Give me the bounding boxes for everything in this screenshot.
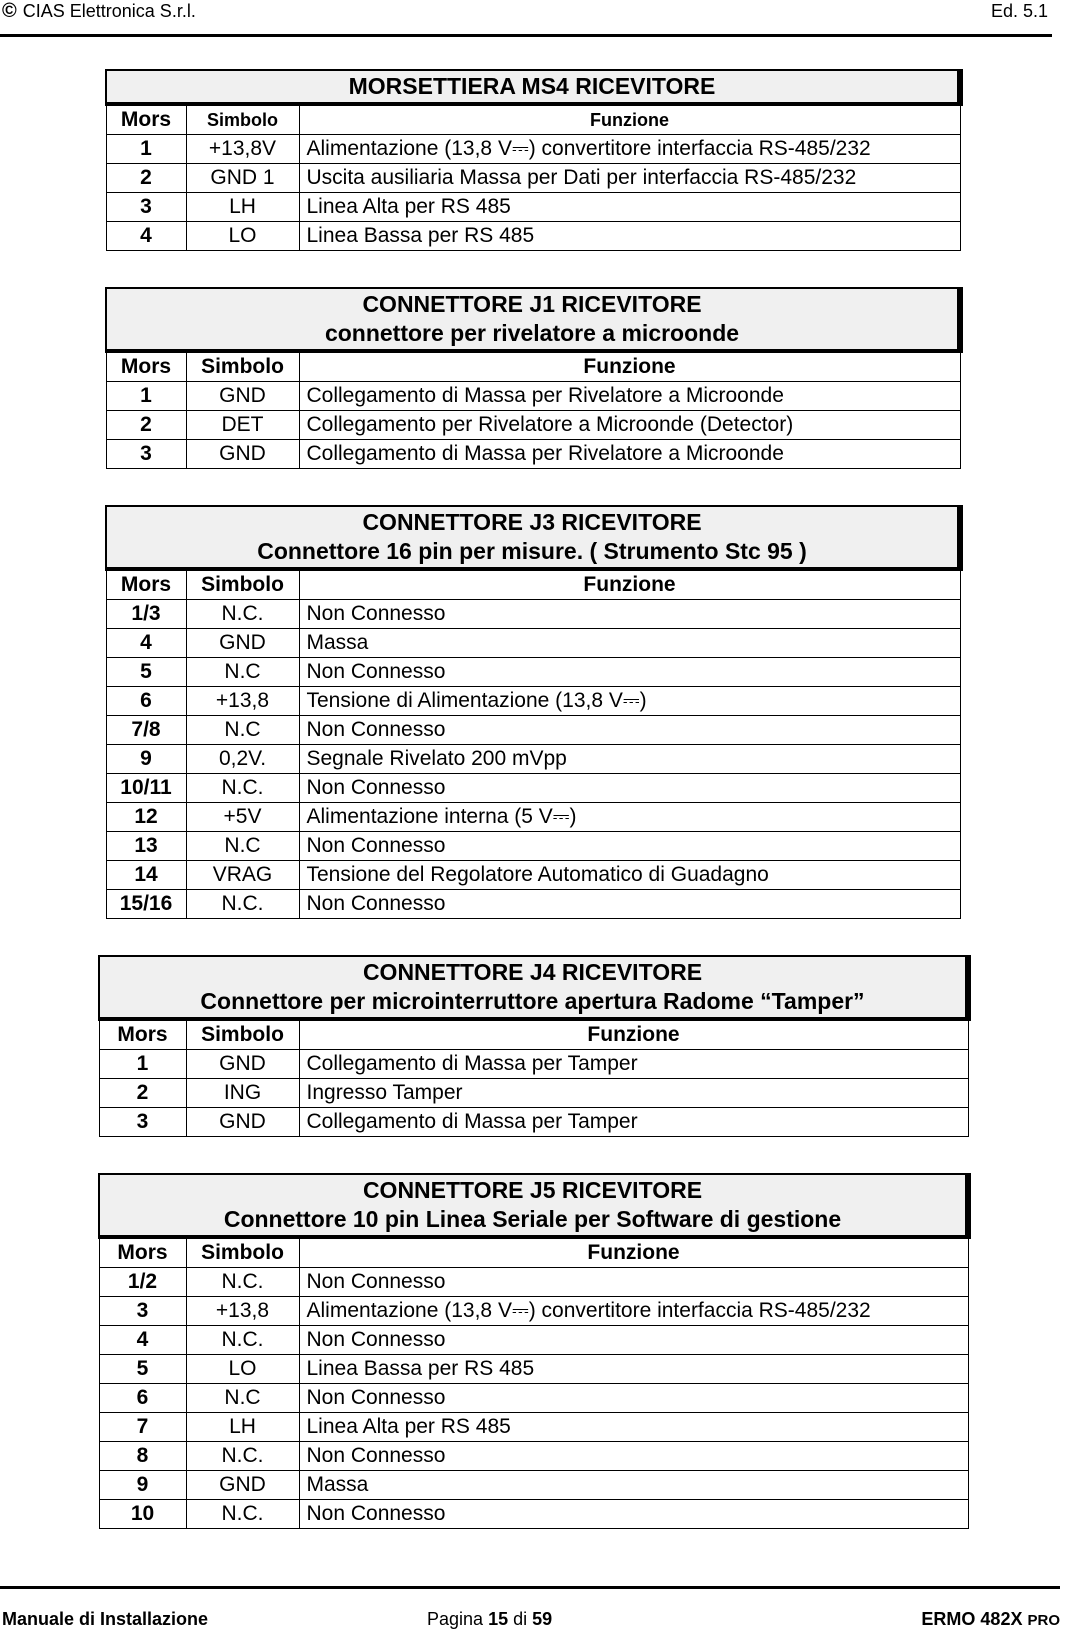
cell-mors: 2 bbox=[99, 1079, 186, 1108]
table-row bbox=[99, 1413, 968, 1442]
table-title-line: Connettore per microinterruttore apertura Radome “Tamper” bbox=[200, 988, 865, 1014]
table-row bbox=[106, 716, 960, 745]
table-title bbox=[99, 956, 968, 1019]
cell-simbolo: N.C bbox=[186, 832, 299, 861]
column-header-row bbox=[106, 351, 960, 382]
cell-simbolo: N.C bbox=[186, 716, 299, 745]
table-row bbox=[106, 687, 960, 716]
cell-simbolo: LH bbox=[186, 1413, 299, 1442]
column-header-simbolo: Simbolo bbox=[186, 569, 299, 600]
cell-mors: 7 bbox=[99, 1413, 186, 1442]
column-header-funzione: Funzione bbox=[299, 1019, 968, 1050]
table-row bbox=[106, 890, 960, 919]
cell-funzione: Uscita ausiliaria Massa per Dati per interfaccia RS-485/232 bbox=[299, 164, 960, 193]
cell-simbolo: LH bbox=[186, 193, 299, 222]
cell-mors: 9 bbox=[99, 1471, 186, 1500]
table-title bbox=[99, 1174, 968, 1237]
cell-funzione: Non Connesso bbox=[299, 1500, 968, 1529]
cell-funzione: Massa bbox=[299, 1471, 968, 1500]
table-row bbox=[106, 164, 960, 193]
product-name: ERMO 482X PRO bbox=[921, 1609, 1060, 1629]
column-header-row bbox=[99, 1237, 968, 1268]
table-j4 bbox=[98, 955, 971, 1137]
table-row bbox=[99, 1050, 968, 1079]
cell-simbolo: GND bbox=[186, 382, 299, 411]
cell-simbolo: VRAG bbox=[186, 861, 299, 890]
cell-simbolo: N.C. bbox=[186, 1326, 299, 1355]
table-title-line: Connettore 16 pin per misure. ( Strumento Stc 95 ) bbox=[257, 538, 807, 564]
cell-funzione: Non Connesso bbox=[299, 600, 960, 629]
column-header-row bbox=[99, 1019, 968, 1050]
cell-mors: 4 bbox=[106, 222, 186, 251]
column-header-row bbox=[106, 569, 960, 600]
table-title-line: MORSETTIERA MS4 RICEVITORE bbox=[348, 73, 716, 99]
company-name: CIAS Elettronica S.r.l. bbox=[22, 1, 196, 21]
cell-funzione: Linea Alta per RS 485 bbox=[299, 1413, 968, 1442]
table-row bbox=[99, 1355, 968, 1384]
cell-funzione: Collegamento di Massa per Rivelatore a Microonde bbox=[299, 382, 960, 411]
cell-mors: 4 bbox=[99, 1326, 186, 1355]
page-header bbox=[0, 0, 1052, 37]
table-row bbox=[99, 1384, 968, 1413]
cell-simbolo: GND bbox=[186, 1108, 299, 1137]
cell-funzione: Collegamento di Massa per Tamper bbox=[299, 1108, 968, 1137]
cell-mors: 14 bbox=[106, 861, 186, 890]
cell-simbolo: N.C. bbox=[186, 600, 299, 629]
table-row bbox=[106, 774, 960, 803]
cell-funzione: Alimentazione interna (5 V⎓) bbox=[299, 803, 960, 832]
table-row bbox=[99, 1442, 968, 1471]
cell-funzione: Alimentazione (13,8 V⎓) convertitore interfaccia RS-485/232 bbox=[299, 1297, 968, 1326]
table-row bbox=[106, 832, 960, 861]
cell-funzione: Massa bbox=[299, 629, 960, 658]
manual-title: Manuale di Installazione bbox=[2, 1609, 209, 1629]
cell-funzione: Linea Bassa per RS 485 bbox=[299, 222, 960, 251]
column-header-funzione: Funzione bbox=[299, 569, 960, 600]
cell-mors: 6 bbox=[99, 1384, 186, 1413]
cell-simbolo: +13,8V bbox=[186, 135, 299, 164]
cell-simbolo: N.C bbox=[186, 658, 299, 687]
table-row bbox=[106, 193, 960, 222]
cell-funzione: Tensione di Alimentazione (13,8 V⎓) bbox=[299, 687, 960, 716]
cell-simbolo: GND 1 bbox=[186, 164, 299, 193]
cell-funzione: Non Connesso bbox=[299, 832, 960, 861]
table-j1 bbox=[105, 287, 963, 469]
column-header-mors: Mors bbox=[99, 1019, 186, 1050]
column-header-funzione: Funzione bbox=[299, 104, 960, 135]
cell-simbolo: +13,8 bbox=[186, 687, 299, 716]
table-row bbox=[106, 440, 960, 469]
copyright-icon: © bbox=[2, 0, 17, 22]
cell-simbolo: N.C bbox=[186, 1384, 299, 1413]
column-header-mors: Mors bbox=[106, 351, 186, 382]
cell-simbolo: GND bbox=[186, 629, 299, 658]
edition: Ed. 5.1 bbox=[990, 1, 1048, 21]
cell-mors: 2 bbox=[106, 164, 186, 193]
cell-mors: 8 bbox=[99, 1442, 186, 1471]
cell-mors: 13 bbox=[106, 832, 186, 861]
column-header-funzione: Funzione bbox=[299, 1237, 968, 1268]
cell-mors: 7/8 bbox=[106, 716, 186, 745]
connector-table bbox=[98, 955, 971, 1137]
cell-mors: 3 bbox=[99, 1297, 186, 1326]
cell-simbolo: N.C. bbox=[186, 1268, 299, 1297]
cell-mors: 1/3 bbox=[106, 600, 186, 629]
cell-mors: 9 bbox=[106, 745, 186, 774]
cell-funzione: Linea Alta per RS 485 bbox=[299, 193, 960, 222]
cell-funzione: Collegamento di Massa per Tamper bbox=[299, 1050, 968, 1079]
cell-mors: 3 bbox=[106, 440, 186, 469]
cell-simbolo: LO bbox=[186, 222, 299, 251]
connector-table bbox=[105, 505, 963, 919]
table-row bbox=[106, 861, 960, 890]
cell-simbolo: LO bbox=[186, 1355, 299, 1384]
cell-mors: 1/2 bbox=[99, 1268, 186, 1297]
table-title bbox=[106, 506, 960, 569]
cell-simbolo: ING bbox=[186, 1079, 299, 1108]
table-row bbox=[106, 745, 960, 774]
cell-simbolo: GND bbox=[186, 1471, 299, 1500]
cell-mors: 6 bbox=[106, 687, 186, 716]
table-row bbox=[106, 600, 960, 629]
table-row bbox=[99, 1079, 968, 1108]
cell-simbolo: N.C. bbox=[186, 1442, 299, 1471]
cell-funzione: Collegamento per Rivelatore a Microonde (Detector) bbox=[299, 411, 960, 440]
cell-simbolo: +5V bbox=[186, 803, 299, 832]
cell-simbolo: 0,2V. bbox=[186, 745, 299, 774]
table-row bbox=[99, 1108, 968, 1137]
connector-table bbox=[105, 69, 963, 251]
cell-mors: 4 bbox=[106, 629, 186, 658]
cell-funzione: Non Connesso bbox=[299, 1268, 968, 1297]
cell-funzione: Collegamento di Massa per Rivelatore a Microonde bbox=[299, 440, 960, 469]
table-row bbox=[106, 658, 960, 687]
cell-funzione: Alimentazione (13,8 V⎓) convertitore interfaccia RS-485/232 bbox=[299, 135, 960, 164]
table-row bbox=[106, 135, 960, 164]
cell-mors: 5 bbox=[99, 1355, 186, 1384]
table-row bbox=[106, 382, 960, 411]
cell-mors: 2 bbox=[106, 411, 186, 440]
cell-simbolo: N.C. bbox=[186, 774, 299, 803]
cell-funzione: Non Connesso bbox=[299, 1326, 968, 1355]
cell-simbolo: N.C. bbox=[186, 1500, 299, 1529]
table-row bbox=[99, 1500, 968, 1529]
column-header-simbolo: Simbolo bbox=[186, 104, 299, 135]
cell-mors: 1 bbox=[106, 135, 186, 164]
column-header-mors: Mors bbox=[106, 569, 186, 600]
cell-mors: 10 bbox=[99, 1500, 186, 1529]
cell-mors: 5 bbox=[106, 658, 186, 687]
cell-funzione: Segnale Rivelato 200 mVpp bbox=[299, 745, 960, 774]
cell-funzione: Non Connesso bbox=[299, 774, 960, 803]
table-title bbox=[106, 70, 960, 104]
column-header-row bbox=[106, 104, 960, 135]
table-row bbox=[99, 1268, 968, 1297]
column-header-simbolo: Simbolo bbox=[186, 351, 299, 382]
page-number: Pagina 15 di 59 bbox=[427, 1609, 553, 1629]
table-title-line: CONNETTORE J3 RICEVITORE bbox=[362, 509, 702, 535]
table-row bbox=[106, 411, 960, 440]
table-row bbox=[99, 1297, 968, 1326]
table-row bbox=[106, 222, 960, 251]
table-title bbox=[106, 288, 960, 351]
cell-mors: 3 bbox=[106, 193, 186, 222]
table-title-line: connettore per rivelatore a microonde bbox=[324, 320, 740, 346]
cell-funzione: Tensione del Regolatore Automatico di Guadagno bbox=[299, 861, 960, 890]
cell-mors: 12 bbox=[106, 803, 186, 832]
connector-table bbox=[98, 1173, 971, 1529]
table-j3 bbox=[105, 505, 963, 919]
cell-funzione: Non Connesso bbox=[299, 658, 960, 687]
table-row bbox=[99, 1471, 968, 1500]
cell-simbolo: GND bbox=[186, 1050, 299, 1079]
table-j5 bbox=[98, 1173, 971, 1529]
cell-mors: 10/11 bbox=[106, 774, 186, 803]
page-footer bbox=[0, 1586, 1060, 1629]
cell-funzione: Non Connesso bbox=[299, 1384, 968, 1413]
connector-table bbox=[105, 287, 963, 469]
cell-funzione: Non Connesso bbox=[299, 890, 960, 919]
table-title-line: CONNETTORE J4 RICEVITORE bbox=[362, 959, 703, 985]
cell-simbolo: +13,8 bbox=[186, 1297, 299, 1326]
header-company bbox=[2, 0, 196, 22]
cell-mors: 1 bbox=[99, 1050, 186, 1079]
cell-funzione: Non Connesso bbox=[299, 716, 960, 745]
table-title-line: CONNETTORE J1 RICEVITORE bbox=[362, 291, 702, 317]
table-ms4 bbox=[105, 69, 963, 251]
cell-funzione: Linea Bassa per RS 485 bbox=[299, 1355, 968, 1384]
table-row bbox=[99, 1326, 968, 1355]
cell-funzione: Ingresso Tamper bbox=[299, 1079, 968, 1108]
column-header-simbolo: Simbolo bbox=[186, 1237, 299, 1268]
cell-funzione: Non Connesso bbox=[299, 1442, 968, 1471]
cell-simbolo: GND bbox=[186, 440, 299, 469]
cell-simbolo: DET bbox=[186, 411, 299, 440]
table-title-line: Connettore 10 pin Linea Seriale per Software di gestione bbox=[223, 1206, 842, 1232]
column-header-mors: Mors bbox=[106, 104, 186, 135]
cell-mors: 1 bbox=[106, 382, 186, 411]
column-header-simbolo: Simbolo bbox=[186, 1019, 299, 1050]
column-header-mors: Mors bbox=[99, 1237, 186, 1268]
table-row bbox=[106, 803, 960, 832]
table-row bbox=[106, 629, 960, 658]
cell-mors: 3 bbox=[99, 1108, 186, 1137]
cell-simbolo: N.C. bbox=[186, 890, 299, 919]
cell-mors: 15/16 bbox=[106, 890, 186, 919]
column-header-funzione: Funzione bbox=[299, 351, 960, 382]
table-title-line: CONNETTORE J5 RICEVITORE bbox=[362, 1177, 703, 1203]
